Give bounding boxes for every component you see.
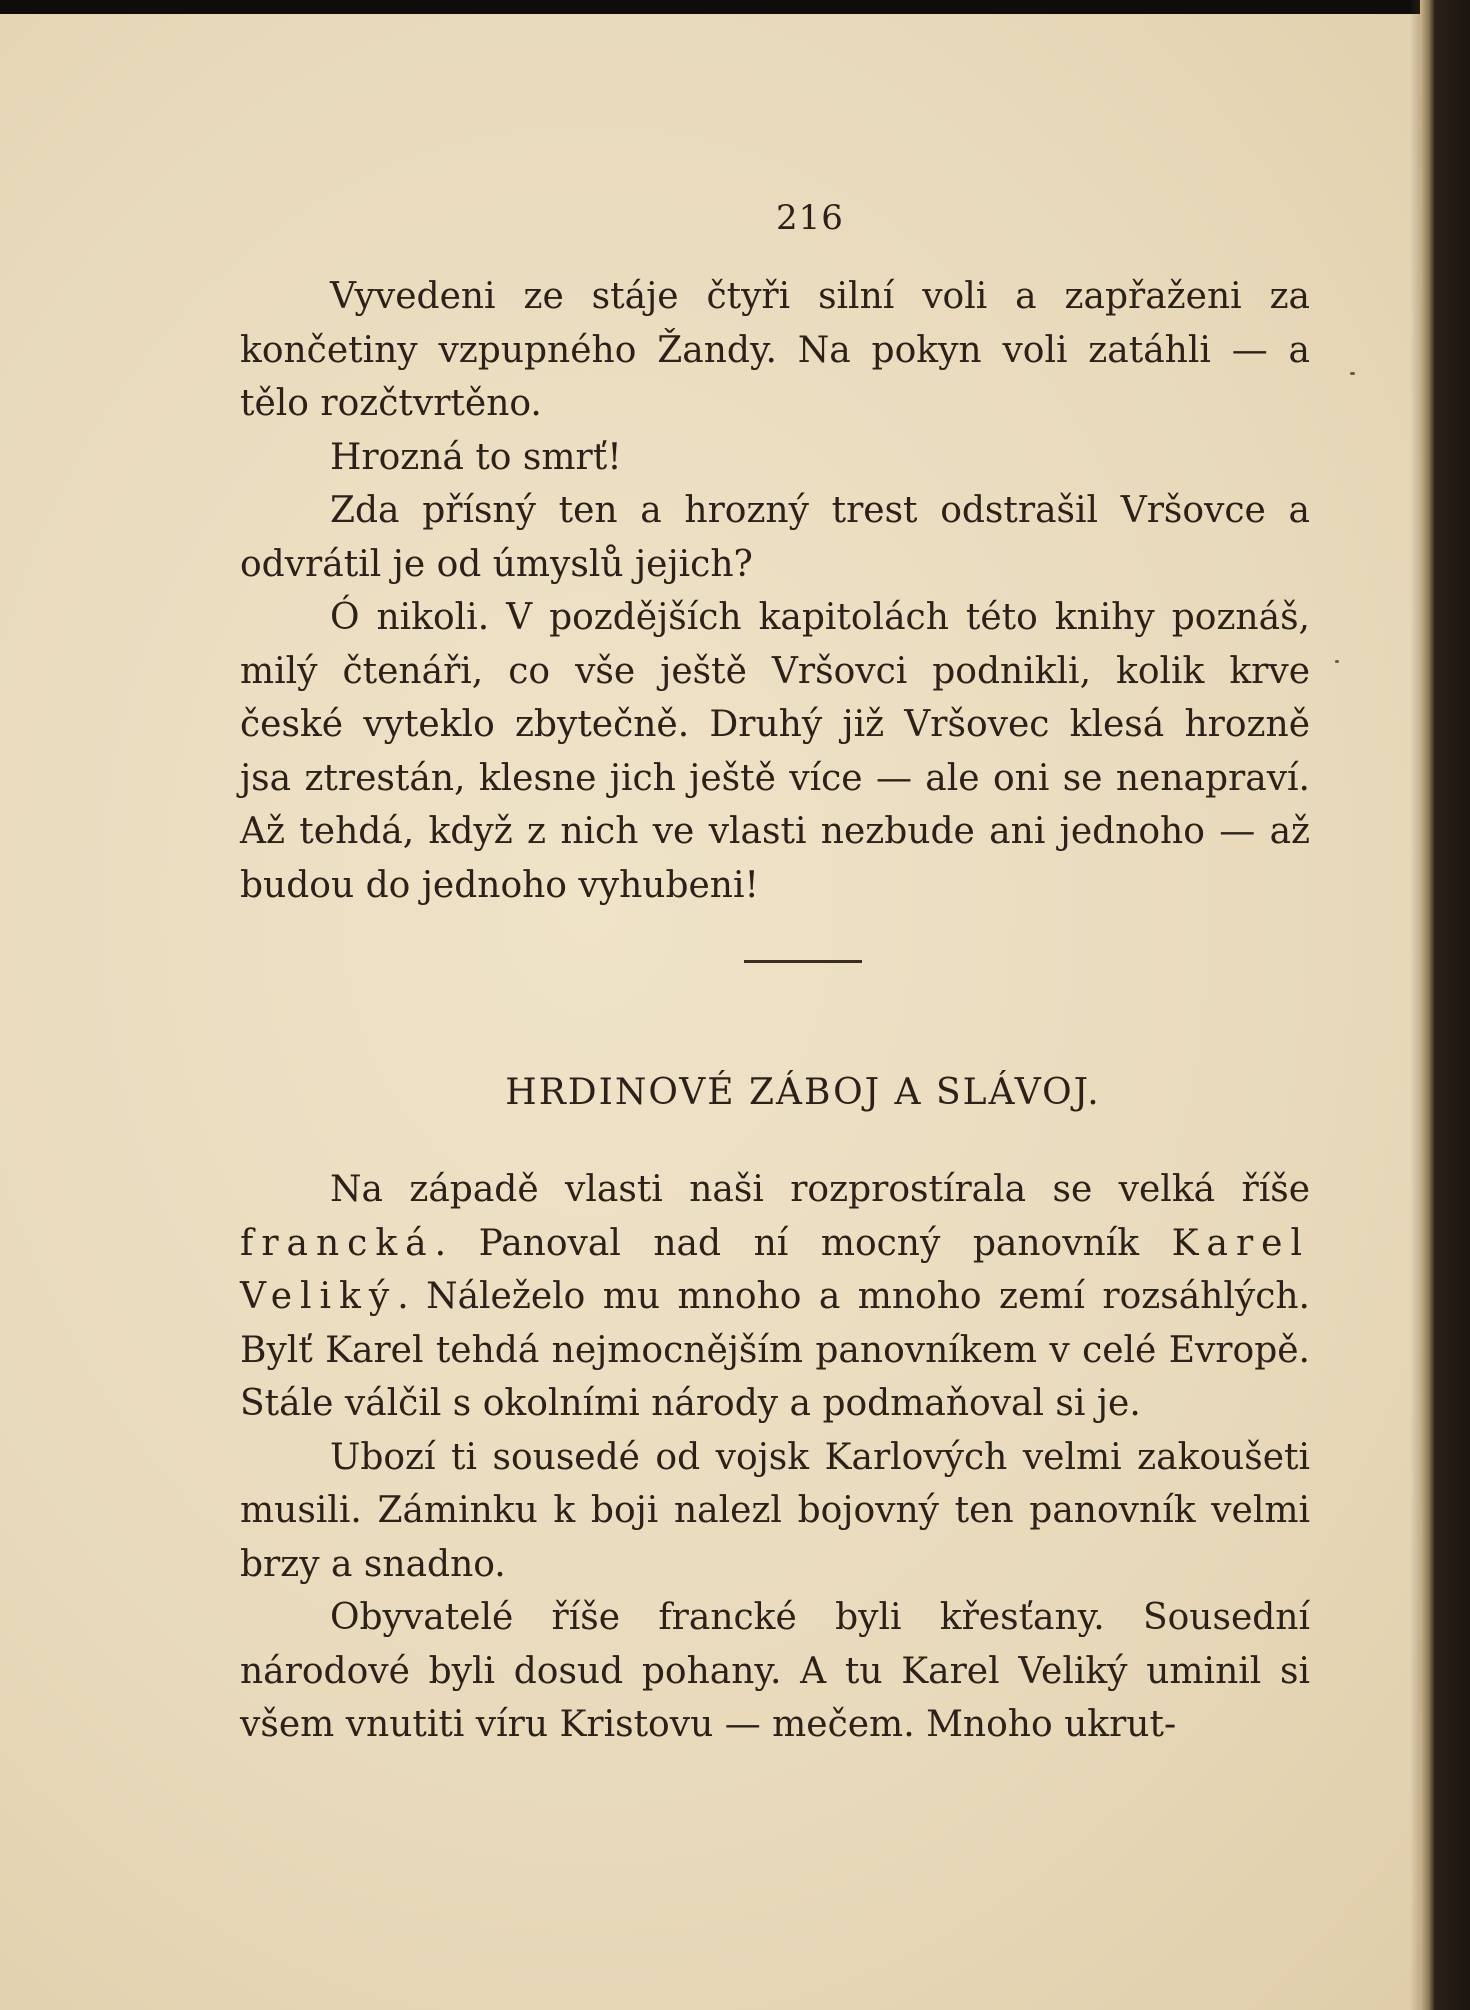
book-page [240, 190, 1310, 1752]
paragraph: Ubozí ti sousedé od vojsk Karlových velmi zakoušeti musili. Záminku k boji nalezl bojovný ten panovník velmi brzy a snadno. [240, 1436, 1310, 1585]
paper-speck [1335, 660, 1339, 663]
paragraph: Hrozná to smrť! [330, 436, 622, 478]
emphasized-name: Karel Veliký [240, 1222, 1310, 1317]
paragraph: Ó nikoli. V pozdějších kapitolách této knihy poznáš, milý čtenáři, co vše ještě Vršovci podnikli, kolik krve české vyteklo zbytečně. Druhý již Vršovec klesá hrozně jsa ztrestán, klesne jich ještě více — ale oni se nenapraví. Až tehdá, když z nich ve vlasti nezbude ani jednoho — až budou do jednoho vyhubeni! [240, 597, 1310, 906]
text-run: . Panoval nad ní mocný panovník [434, 1222, 1140, 1264]
book-spine-edge [1420, 0, 1470, 2010]
paragraph: Zda přísný ten a hrozný trest odstrašil Vršovce a odvrátil je od úmyslů jejich? [240, 490, 1310, 585]
scan-top-edge [0, 0, 1470, 14]
page-number: 216 [776, 198, 844, 238]
paragraph: Obyvatelé říše francké byli křesťany. Sousední národové byli dosud pohany. A tu Karel Veliký uminil si všem vnutiti víru Kristovu — mečem. Mnoho ukrut- [240, 1597, 1310, 1745]
section-title: HRDINOVÉ ZÁBOJ A SLÁVOJ. [505, 1072, 1101, 1113]
paragraph [240, 1163, 1310, 1431]
emphasized-word: francká [240, 1222, 435, 1264]
text-run: . Náleželo mu mnoho a mnoho zemí rozsáhlých. Bylť Karel tehdá nejmocnějším panovníkem v celé Evropě. Stále válčil s okolními národy a podmaňoval si je. [240, 1276, 1310, 1424]
paragraph: Vyvedeni ze stáje čtyři silní voli a zapřaženi za končetiny vzpupného Žandy. Na pokyn voli zatáhli — a tělo rozčtvrtěno. [240, 276, 1310, 424]
text-run: Na západě vlasti naši rozprostírala se velká říše [330, 1169, 1310, 1210]
paper-speck [1350, 372, 1355, 375]
section-divider [744, 960, 862, 963]
